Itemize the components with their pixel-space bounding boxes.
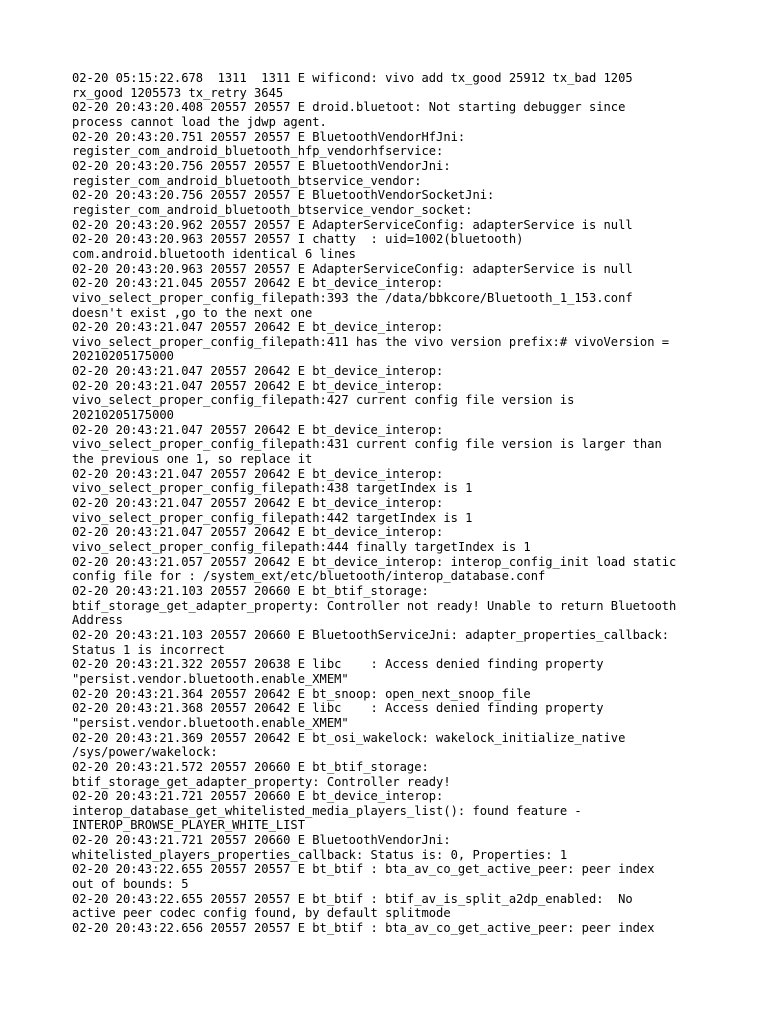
- log-line: 02-20 20:43:20.963 20557 20557 E AdapterServiceConfig: adapterService is null: [72, 261, 633, 276]
- log-line: process cannot load the jdwp agent.: [72, 114, 327, 129]
- log-line: vivo_select_proper_config_filepath:442 targetIndex is 1: [72, 510, 473, 525]
- log-line: 02-20 20:43:21.057 20557 20642 E bt_device_interop: interop_config_init load static: [72, 554, 677, 569]
- log-line: 02-20 20:43:22.655 20557 20557 E bt_btif : btif_av_is_split_a2dp_enabled: No: [72, 891, 633, 906]
- log-line: the previous one 1, so replace it: [72, 452, 313, 467]
- log-line: 02-20 20:43:21.322 20557 20638 E libc : Access denied finding property: [72, 657, 604, 672]
- log-line: out of bounds: 5: [72, 877, 189, 892]
- log-line: 02-20 20:43:21.047 20557 20642 E bt_device_interop:: [72, 364, 444, 379]
- log-line: vivo_select_proper_config_filepath:393 the /data/bbkcore/Bluetooth_1_153.conf: [72, 290, 633, 305]
- log-line: 02-20 20:43:20.751 20557 20557 E BluetoothVendorHfJni:: [72, 129, 466, 144]
- log-line: 02-20 20:43:22.656 20557 20557 E bt_btif : bta_av_co_get_active_peer: peer index: [72, 921, 655, 936]
- log-line: 02-20 20:43:22.655 20557 20557 E bt_btif : bta_av_co_get_active_peer: peer index: [72, 862, 655, 877]
- log-line: interop_database_get_whitelisted_media_players_list(): found feature -: [72, 803, 582, 818]
- log-line: com.android.bluetooth identical 6 lines: [72, 246, 356, 261]
- log-line: Address: [72, 613, 123, 628]
- log-line: 02-20 20:43:20.962 20557 20557 E AdapterServiceConfig: adapterService is null: [72, 217, 633, 232]
- log-line: 02-20 20:43:21.369 20557 20642 E bt_osi_wakelock: wakelock_initialize_native: [72, 730, 626, 745]
- log-line: 02-20 20:43:20.756 20557 20557 E BluetoothVendorSocketJni:: [72, 188, 495, 203]
- log-line: 02-20 20:43:21.368 20557 20642 E libc : Access denied finding property: [72, 701, 604, 716]
- log-line: 02-20 20:43:21.047 20557 20642 E bt_device_interop:: [72, 422, 444, 437]
- log-line: 02-20 20:43:20.963 20557 20557 I chatty : uid=1002(bluetooth): [72, 232, 524, 247]
- log-line: 02-20 20:43:21.045 20557 20642 E bt_device_interop:: [72, 276, 444, 291]
- log-line: 02-20 20:43:21.364 20557 20642 E bt_snoop: open_next_snoop_file: [72, 686, 531, 701]
- log-line: btif_storage_get_adapter_property: Controller not ready! Unable to return Bluetooth: [72, 598, 677, 613]
- log-line: register_com_android_bluetooth_btservice_vendor:: [72, 173, 422, 188]
- log-line: 02-20 20:43:21.047 20557 20642 E bt_device_interop:: [72, 320, 444, 335]
- log-line: register_com_android_bluetooth_hfp_vendorhfservice:: [72, 144, 444, 159]
- log-line: 02-20 20:43:21.572 20557 20660 E bt_btif_storage:: [72, 759, 429, 774]
- log-line: Status 1 is incorrect: [72, 642, 225, 657]
- log-line: 20210205175000: [72, 349, 174, 364]
- log-line: vivo_select_proper_config_filepath:427 current config file version is: [72, 393, 575, 408]
- log-line: INTEROP_BROWSE_PLAYER_WHITE_LIST: [72, 818, 305, 833]
- log-line: btif_storage_get_adapter_property: Controller ready!: [72, 774, 451, 789]
- log-line: 02-20 20:43:21.047 20557 20642 E bt_device_interop:: [72, 496, 444, 511]
- log-line: doesn't exist ,go to the next one: [72, 305, 313, 320]
- log-line: 02-20 20:43:20.408 20557 20557 E droid.bluetoot: Not starting debugger since: [72, 100, 626, 115]
- log-line: whitelisted_players_properties_callback: Status is: 0, Properties: 1: [72, 847, 568, 862]
- log-line: 02-20 20:43:21.103 20557 20660 E bt_btif_storage:: [72, 583, 429, 598]
- log-line: vivo_select_proper_config_filepath:444 finally targetIndex is 1: [72, 540, 531, 554]
- log-line: 02-20 20:43:21.721 20557 20660 E bt_device_interop:: [72, 789, 444, 804]
- log-line: 02-20 20:43:21.047 20557 20642 E bt_device_interop:: [72, 525, 444, 540]
- log-line: config file for : /system_ext/etc/bluetooth/interop_database.conf: [72, 569, 546, 584]
- log-document: [72, 71, 712, 936]
- log-line: rx_good 1205573 tx_retry 3645: [72, 85, 284, 100]
- log-line: 20210205175000: [72, 408, 174, 423]
- log-line: "persist.vendor.bluetooth.enable_XMEM": [72, 671, 349, 686]
- log-line: 02-20 05:15:22.678 1311 1311 E wificond: vivo add tx_good 25912 tx_bad 1205: [72, 71, 633, 85]
- log-line: register_com_android_bluetooth_btservice_vendor_socket:: [72, 202, 473, 217]
- log-line: 02-20 20:43:21.103 20557 20660 E BluetoothServiceJni: adapter_properties_callback:: [72, 627, 670, 642]
- log-line: 02-20 20:43:21.721 20557 20660 E BluetoothVendorJni:: [72, 833, 451, 848]
- log-line: vivo_select_proper_config_filepath:438 targetIndex is 1: [72, 481, 473, 496]
- log-line: 02-20 20:43:20.756 20557 20557 E BluetoothVendorJni:: [72, 158, 451, 173]
- log-line: 02-20 20:43:21.047 20557 20642 E bt_device_interop:: [72, 466, 444, 481]
- log-line: vivo_select_proper_config_filepath:411 has the vivo version prefix:# vivoVersion =: [72, 334, 670, 349]
- log-line: /sys/power/wakelock:: [72, 745, 218, 760]
- log-line: active peer codec config found, by default splitmode: [72, 906, 451, 921]
- log-line: "persist.vendor.bluetooth.enable_XMEM": [72, 715, 349, 730]
- log-line: 02-20 20:43:21.047 20557 20642 E bt_device_interop:: [72, 378, 444, 393]
- log-line: vivo_select_proper_config_filepath:431 current config file version is larger than: [72, 437, 662, 452]
